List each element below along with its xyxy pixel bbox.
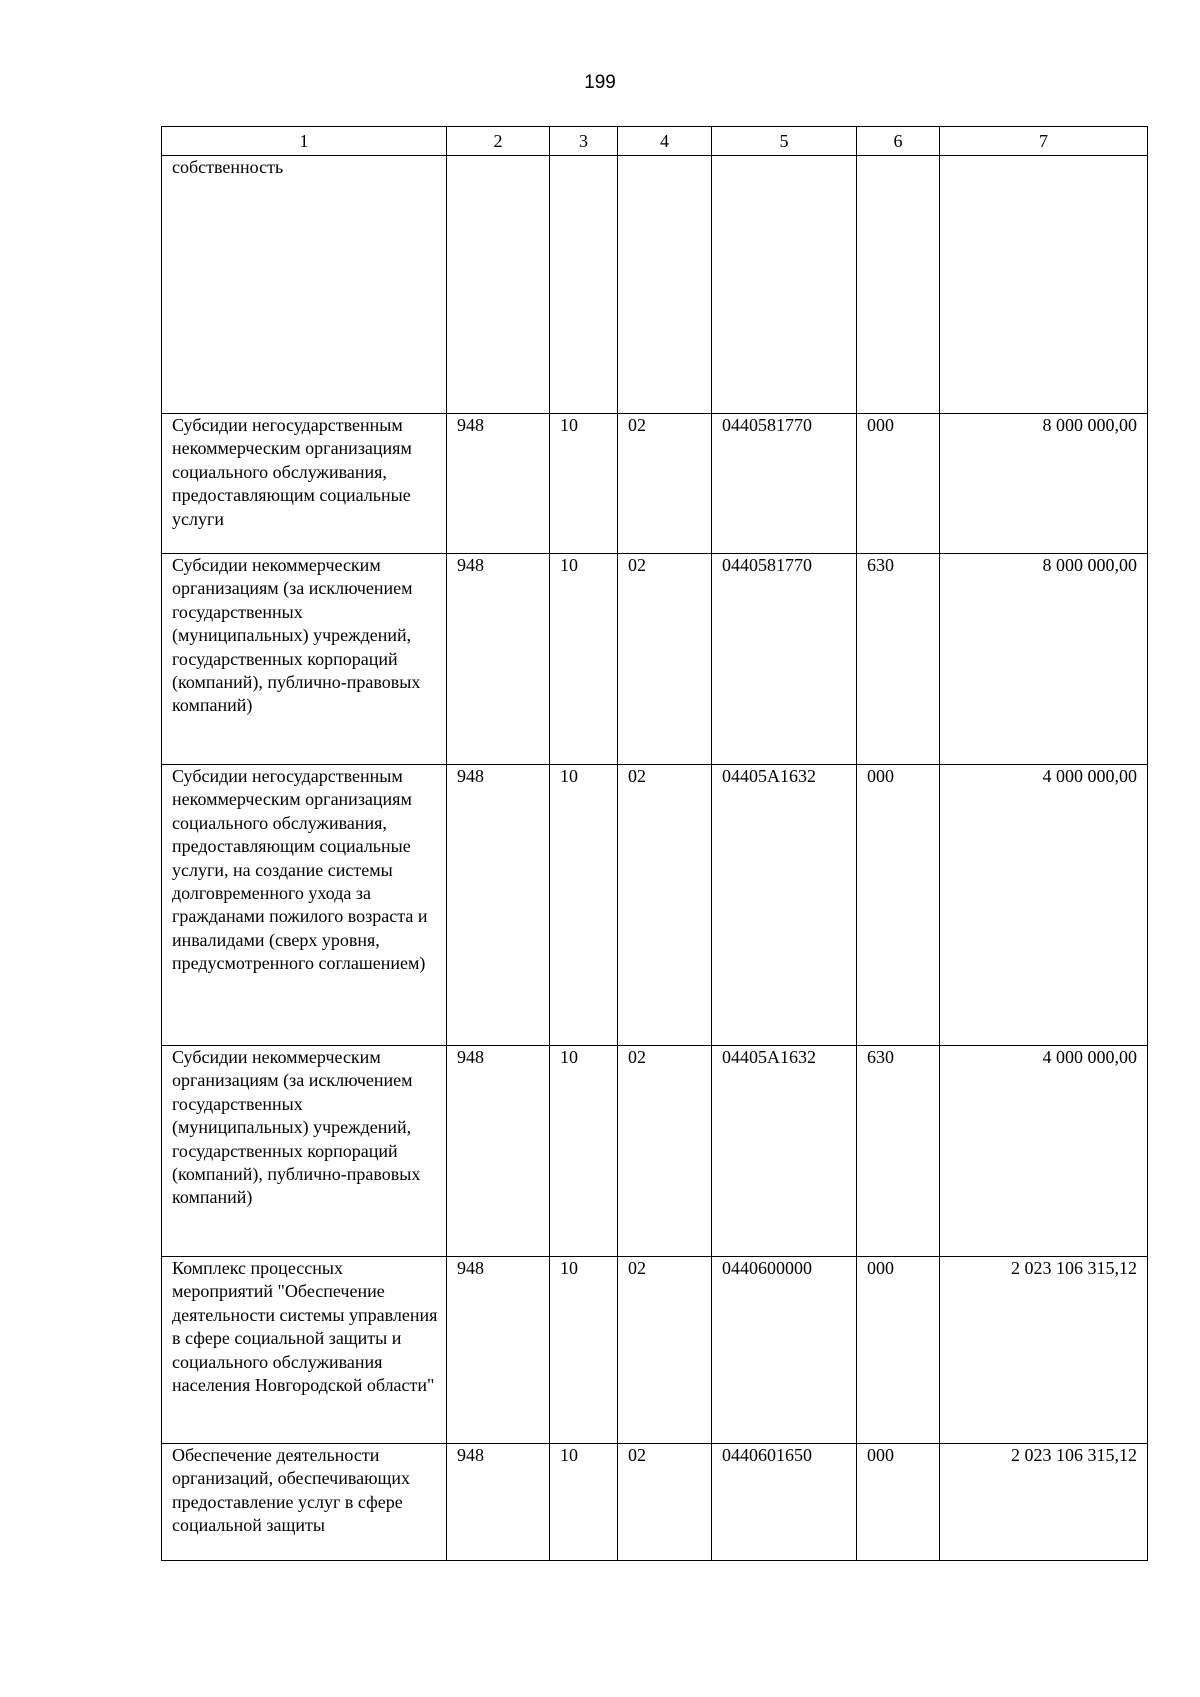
column-header: 1 bbox=[162, 127, 447, 156]
row-amount-cell: 2 023 106 315,12 bbox=[940, 1444, 1148, 1561]
row-cell: 948 bbox=[447, 1046, 550, 1257]
row-cell: 0440600000 bbox=[712, 1257, 857, 1444]
row-cell: 02 bbox=[618, 414, 712, 554]
row-cell: 0440581770 bbox=[712, 414, 857, 554]
table-row bbox=[162, 1046, 1148, 1257]
row-cell: 948 bbox=[447, 1257, 550, 1444]
row-amount-cell: 4 000 000,00 bbox=[940, 1046, 1148, 1257]
table-row bbox=[162, 554, 1148, 765]
row-cell: 10 bbox=[550, 765, 618, 1046]
row-cell bbox=[618, 156, 712, 414]
column-header: 5 bbox=[712, 127, 857, 156]
column-header: 7 bbox=[940, 127, 1148, 156]
row-cell: 04405А1632 bbox=[712, 1046, 857, 1257]
row-name-cell: Субсидии некоммерческим организациям (за исключением государственных (муниципальных) учреждений, государственных корпораций (компаний), публично-правовых компаний) bbox=[162, 1046, 447, 1257]
row-name-cell: Субсидии негосударственным некоммерческим организациям социального обслуживания, предоставляющим социальные услуги, на создание системы долговременного ухода за гражданами пожилого возраста и инвалидами (сверх уровня, предусмотренного соглашением) bbox=[162, 765, 447, 1046]
row-cell: 948 bbox=[447, 554, 550, 765]
row-cell: 0440581770 bbox=[712, 554, 857, 765]
row-name-cell: собственность bbox=[162, 156, 447, 414]
row-cell: 10 bbox=[550, 414, 618, 554]
row-cell bbox=[857, 156, 940, 414]
table-row bbox=[162, 1257, 1148, 1444]
row-cell: 02 bbox=[618, 1046, 712, 1257]
row-cell: 02 bbox=[618, 554, 712, 765]
row-name-cell: Субсидии некоммерческим организациям (за исключением государственных (муниципальных) учреждений, государственных корпораций (компаний), публично-правовых компаний) bbox=[162, 554, 447, 765]
row-cell bbox=[712, 156, 857, 414]
row-cell: 948 bbox=[447, 1444, 550, 1561]
row-amount-cell: 8 000 000,00 bbox=[940, 554, 1148, 765]
row-cell: 948 bbox=[447, 414, 550, 554]
row-amount-cell bbox=[940, 156, 1148, 414]
column-header: 6 bbox=[857, 127, 940, 156]
table-row bbox=[162, 414, 1148, 554]
column-header: 4 bbox=[618, 127, 712, 156]
row-cell: 0440601650 bbox=[712, 1444, 857, 1561]
column-header: 3 bbox=[550, 127, 618, 156]
table-row bbox=[162, 156, 1148, 414]
row-amount-cell: 4 000 000,00 bbox=[940, 765, 1148, 1046]
row-amount-cell: 2 023 106 315,12 bbox=[940, 1257, 1148, 1444]
row-cell: 000 bbox=[857, 765, 940, 1046]
row-name-cell: Комплекс процессных мероприятий "Обеспечение деятельности системы управления в сфере социальной защиты и социального обслуживания населения Новгородской области" bbox=[162, 1257, 447, 1444]
row-name-cell: Обеспечение деятельности организаций, обеспечивающих предоставление услуг в сфере социальной защиты bbox=[162, 1444, 447, 1561]
table-header-row bbox=[162, 127, 1148, 156]
row-cell: 10 bbox=[550, 554, 618, 765]
row-cell bbox=[550, 156, 618, 414]
row-name-cell: Субсидии негосударственным некоммерческим организациям социального обслуживания, предоставляющим социальные услуги bbox=[162, 414, 447, 554]
row-cell: 02 bbox=[618, 765, 712, 1046]
row-cell: 02 bbox=[618, 1444, 712, 1561]
row-cell: 630 bbox=[857, 554, 940, 765]
row-cell bbox=[447, 156, 550, 414]
page-number: 199 bbox=[584, 72, 616, 93]
row-cell: 02 bbox=[618, 1257, 712, 1444]
budget-table bbox=[161, 126, 1148, 1561]
row-cell: 10 bbox=[550, 1046, 618, 1257]
row-cell: 10 bbox=[550, 1444, 618, 1561]
row-cell: 630 bbox=[857, 1046, 940, 1257]
row-cell: 948 bbox=[447, 765, 550, 1046]
row-cell: 10 bbox=[550, 1257, 618, 1444]
row-cell: 04405А1632 bbox=[712, 765, 857, 1046]
row-amount-cell: 8 000 000,00 bbox=[940, 414, 1148, 554]
row-cell: 000 bbox=[857, 1444, 940, 1561]
column-header: 2 bbox=[447, 127, 550, 156]
row-cell: 000 bbox=[857, 414, 940, 554]
row-cell: 000 bbox=[857, 1257, 940, 1444]
table-row bbox=[162, 1444, 1148, 1561]
table-row bbox=[162, 765, 1148, 1046]
